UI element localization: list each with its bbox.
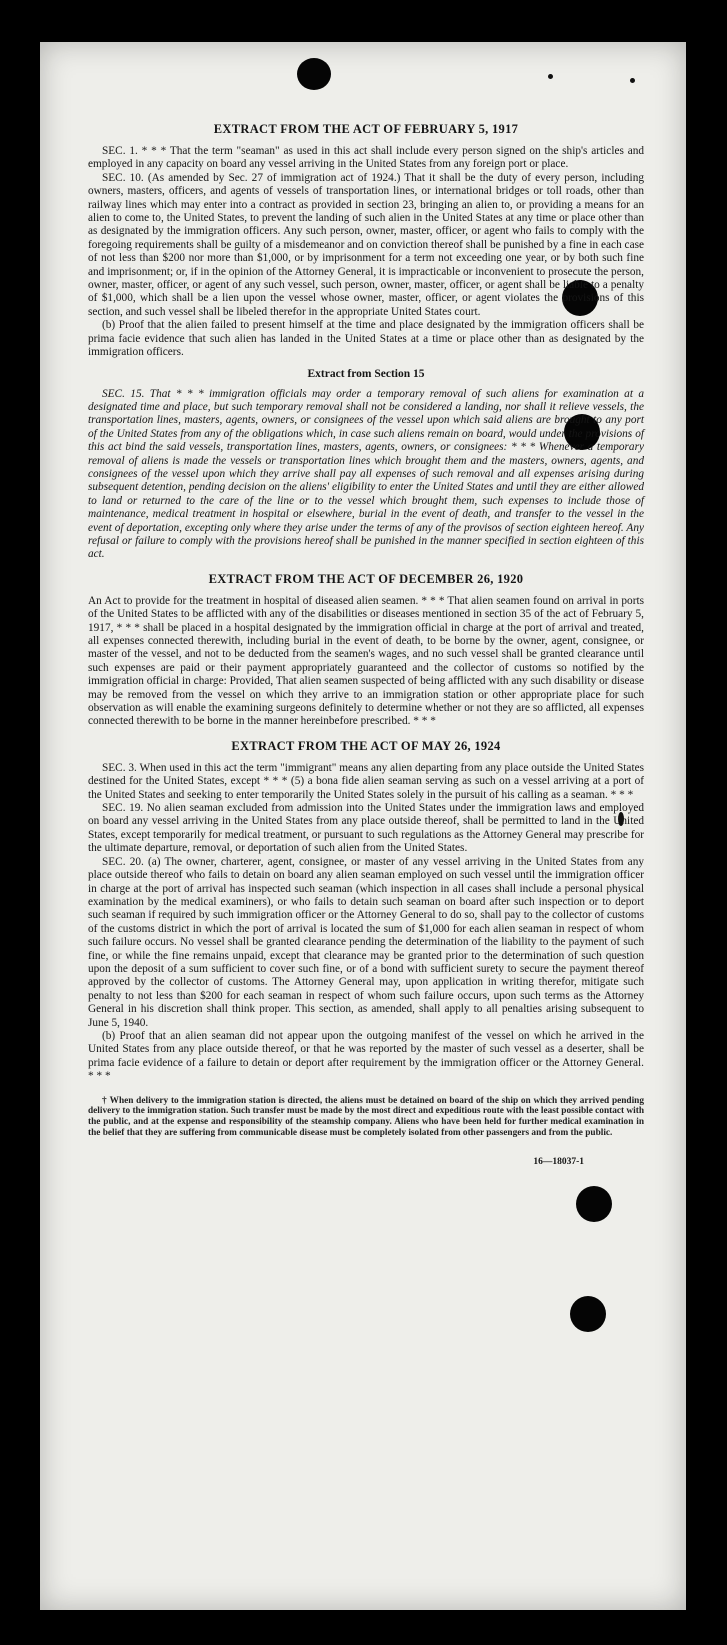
heading-section-15: Extract from Section 15: [307, 367, 425, 380]
section-3: SEC. 3. When used in this act the term "immigrant" means any alien departing from any place outside the United States destined for the United States, except * * * (5) a bona fide alien seaman serving as such on a vessel arriving at a port of the United States and seeking to enter temporarily the United States solely in the pursuit of his calling as a seaman. * * *: [88, 761, 644, 801]
section-10-b: (b) Proof that the alien failed to present himself at the time and place designated by the immigration officers shall be prima facie evidence that such alien has landed in the United States at a time or place other than as designated by the immigration officers.: [88, 319, 644, 359]
section-19: SEC. 19. No alien seaman excluded from admission into the United States under the immigration laws and employed on board any vessel arriving in the United States from any place outside thereof, shall be permitted to land in the United States, except temporarily for medical treatment, or pursuant to such regulations as the Attorney General may prescribe for the ultimate departure, removal, or deportation of such alien from the United States.: [88, 802, 644, 855]
section-15: SEC. 15. That * * * immigration officials may order a temporary removal of such aliens for examination at a designated time and place, but such temporary removal shall not be considered a landing, nor shall it relieve vessels, the transportation lines, masters, agents, owners, or consignees of the vessel upon which said aliens are brought to any port of the United States from any of the obligations which, in case such aliens remain on board, would under the provisions of this act bind the said vessels, transportation lines, masters, agents, owners, or consignees: * * * Whenever a temporary removal of aliens is made the vessels or transportation lines which brought them and the masters, owners, agents, and consignees of the vessel upon which they arrive shall pay all expenses of such removal and all expenses arising during subsequent detention, pending decision on the aliens' eligibility to enter the United States and until they are either allowed to land or returned to the care of the line or to the vessel which brought them, such expenses to include those of maintenance, medical treatment in hospital or elsewhere, burial in the event of death, and transfer to the vessel in the event of deportation, excepting only where they arise under the terms of any of the provisos of section eighteen hereof. Any refusal or failure to comply with the provisions hereof shall be punished in the manner specified in section eighteen of this act.: [88, 387, 644, 561]
heading-act-1920: EXTRACT FROM THE ACT OF DECEMBER 26, 1920: [208, 571, 524, 586]
section-1: SEC. 1. * * * That the term "seaman" as used in this act shall include every person signed on the ship's articles and employed in any capacity on board any vessel arriving in the United States from any foreign port or place.: [88, 145, 644, 171]
section-20: SEC. 20. (a) The owner, charterer, agent, consignee, or master of any vessel arriving in the United States from any place outside thereof who fails to detain on board any alien seaman employed on such vessel until the immigration officer in charge at the port of arrival has inspected such seaman (which inspection in all cases shall include a personal physical examination by the medical examiners), or who fails to detain such seaman on board after such inspection or to deport such seaman if required by such immigration officer or the Attorney General to do so, shall pay to the collector of customs of the customs district in which the port of arrival is located the sum of $1,000 for each alien seaman in respect of whom such failure occurs. No vessel shall be granted clearance pending the determination of the liability to the payment of such fine, or while the fine remains unpaid, except that clearance may be granted prior to the determination of such question upon the deposit of a sum sufficient to cover such fine, or of a bond with sufficient surety to secure the payment thereof approved by the collector of customs. The Attorney General may, upon application in writing therefor, mitigate such penalty to not less than $200 for each seaman in respect of whom such failure occurs, upon such terms as the Attorney General in his discretion shall think proper. This section, as amended, shall apply to all penalties arising subsequent to June 5, 1940.: [88, 855, 644, 1029]
section-10: SEC. 10. (As amended by Sec. 27 of immigration act of 1924.) That it shall be the duty of every person, including owners, masters, officers, and agents of vessels of transportation lines, or international bridges or toll roads, other than railway lines which may enter into a contract as provided in section 23, bringing an alien to, or providing a means for an alien to come to, the United States, to prevent the landing of such alien in the United States at any time or place other than as designated by the immigration officers. Any such person, owner, master, officer, or agent who fails to comply with the foregoing requirements shall be guilty of a misdemeanor and on conviction thereof shall be punished by a fine in each case of not less than $200 nor more than $1,000, or by imprisonment for a term not exceeding one year, or by both such fine and imprisonment; or, if in the opinion of the Attorney General, it is impracticable or inconvenient to prosecute the person, owner, master, officer, or agent of any such vessel, such person, owner, master, officer, or agent shall be liable to a penalty of $1,000, which shall be a lien upon the vessel whose owner, master, officer, or agent violates the provisions of this section, and such vessel shall be libeled therefor in the appropriate United States court.: [88, 171, 644, 318]
form-number: 16—18037-1: [533, 1156, 584, 1167]
punch-hole-right-3: [576, 1186, 612, 1222]
document-page: [40, 42, 686, 1610]
heading-act-1917: EXTRACT FROM THE ACT OF FEBRUARY 5, 1917: [213, 122, 519, 136]
punch-hole-right-4: [570, 1296, 606, 1332]
section-20-b: (b) Proof that an alien seaman did not appear upon the outgoing manifest of the vessel on which he arrived in the United States from any place outside thereof, or that he was reported by the master of such vessel as a deserter, shall be prima facie evidence of a failure to detain or deport after requirement by the immigration officer or the Attorney General. * * *: [88, 1029, 644, 1083]
act-1920-text: An Act to provide for the treatment in hospital of diseased alien seamen. * * * That alien seamen found on arrival in ports of the United States to be afflicted with any of the disabilities or diseases mentioned in section 35 of the act of February 5, 1917, * * * shall be placed in a hospital designated by the immigration official in charge at the port of arrival and treated, all expenses connected therewith, including burial in the event of death, to be borne by the owner, agent, consignee, or master of the vessel, and not to be deducted from the seamen's wages, and no such vessel shall be granted clearance until such expenses are paid or their payment appropriately guaranteed and the collector of customs so notified by the immigration official in charge: Provided, That alien seamen suspected of being afflicted with any such disability or disease may be removed from the vessel on which they arrive to an immigration station or other appropriate place for such observation as will enable the examining surgeons definitely to determine whether or not they are so afflicted, all expenses connected therewith to be borne in the manner hereinbefore prescribed. * * *: [88, 594, 644, 728]
footnote: † When delivery to the immigration station is directed, the aliens must be detained on board of the ship on which they arrived pending delivery to the immigration station. Such transfer must be made by the most direct and expeditious route with the least possible contact with the public, and at the expense and responsibility of the steamship company. Aliens who have been held for further medical examination in the belief that they are suffering from communicable disease must be completely isolated from other passengers and from the public.: [88, 1095, 644, 1138]
punch-hole-top: [297, 58, 331, 90]
heading-act-1924: EXTRACT FROM THE ACT OF MAY 26, 1924: [231, 738, 501, 753]
document-body: [88, 122, 644, 1167]
speck: [630, 78, 635, 83]
speck: [548, 74, 553, 79]
